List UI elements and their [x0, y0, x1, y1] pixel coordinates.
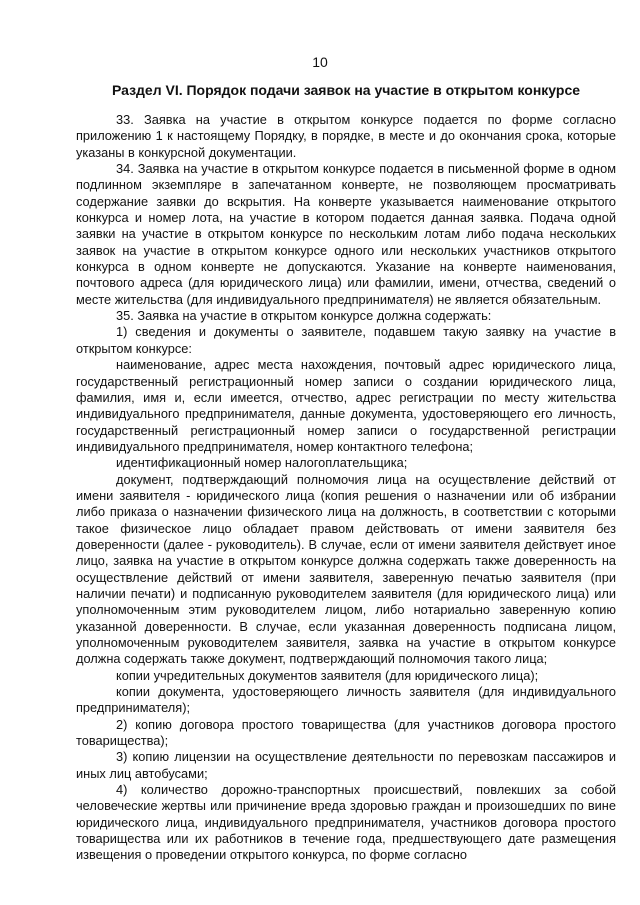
list-item-4: 4) количество дорожно-транспортных происшествий, повлекших за собой человеческие жертвы или причинение вреда здоровью граждан и произошедших по вине юридического лица, индивидуального предпринимателя, участников договора простого товарищества или их работников в течение года, предшествующего дате размещения извещения о проведении открытого конкурса, по форме согласно [76, 782, 616, 863]
list-item-1: 1) сведения и документы о заявителе, подавшем такую заявку на участие в открытом конкурсе: [76, 324, 616, 356]
sub-item-identity-document: копии документа, удостоверяющего личность заявителя (для индивидуального предпринимателя); [76, 684, 616, 716]
document-body [76, 112, 616, 864]
paragraph-35: 35. Заявка на участие в открытом конкурсе должна содержать: [116, 308, 492, 324]
list-item-2: 2) копию договора простого товарищества (для участников договора простого товарищества); [76, 716, 616, 749]
sub-item-authority-document: документ, подтверждающий полномочия лица на осуществление действий от имени заявителя - юридического лица (копия решения о назначении или об избрании либо приказа о назначении физического лица на должность, в соответствии с которыми такое физическое лицо обладает правом действовать от имени заявителя без доверенности (далее - руководитель). В случае, если от имени заявителя действует иное лицо, заявка на участие в открытом конкурсе должна содержать также доверенность на осуществление действий от имени заявителя, заверенную печатью заявителя (при наличии печати) и подписанную руководителем заявителя (для юридического лица) или уполномоченным этим руководителем лицом, либо нотариально заверенную копию указанной доверенности. В случае, если указанная доверенность подписана лицом, уполномоченным руководителем заявителя, заявка на участие в открытом конкурсе должна содержать также документ, подтверждающий полномочия такого лица; [76, 471, 616, 667]
paragraph-34: 34. Заявка на участие в открытом конкурсе подается в письменной форме в одном подлинном экземпляре в запечатанном конверте, не позволяющем просматривать содержание заявки до вскрытия. На конверте указывается наименование открытого конкурса и номер лота, на участие в котором подается данная заявка. Подача одной заявки на участие в открытом конкурсе по нескольким лотам либо подача нескольких заявок на участие в открытом конкурсе одного или нескольких участников открытого конкурса в одном конверте не допускаются. Указание на конверте наименования, почтового адреса (для юридического лица) или фамилии, имени, отчества, сведений о месте жительства (для индивидуального предпринимателя) не является обязательным. [76, 161, 616, 307]
paragraph-33: 33. Заявка на участие в открытом конкурсе подается по форме согласно приложению 1 к настоящему Порядку, в порядке, в месте и до окончания срока, которые указаны в конкурсной документации. [76, 112, 616, 160]
list-item-3: 3) копию лицензии на осуществление деятельности по перевозкам пассажиров и иных лиц автобусами; [76, 749, 616, 781]
section-title: Раздел VI. Порядок подачи заявок на участие в открытом конкурсе [111, 82, 581, 98]
sub-item-applicant-details: наименование, адрес места нахождения, почтовый адрес юридического лица, государственный регистрационный номер записи о создании юридического лица, фамилия, имя и, если имеется, отчество, адрес регистрации по месту жительства индивидуального предпринимателя, данные документа, удостоверяющего его личность, государственный регистрационный номер записи о государственной регистрации индивидуального предпринимателя, номер контактного телефона; [76, 357, 616, 454]
sub-item-tax-id: идентификационный номер налогоплательщика; [116, 455, 408, 471]
sub-item-founding-documents: копии учредительных документов заявителя (для юридического лица); [116, 667, 539, 683]
page-number: 10 [312, 54, 328, 70]
